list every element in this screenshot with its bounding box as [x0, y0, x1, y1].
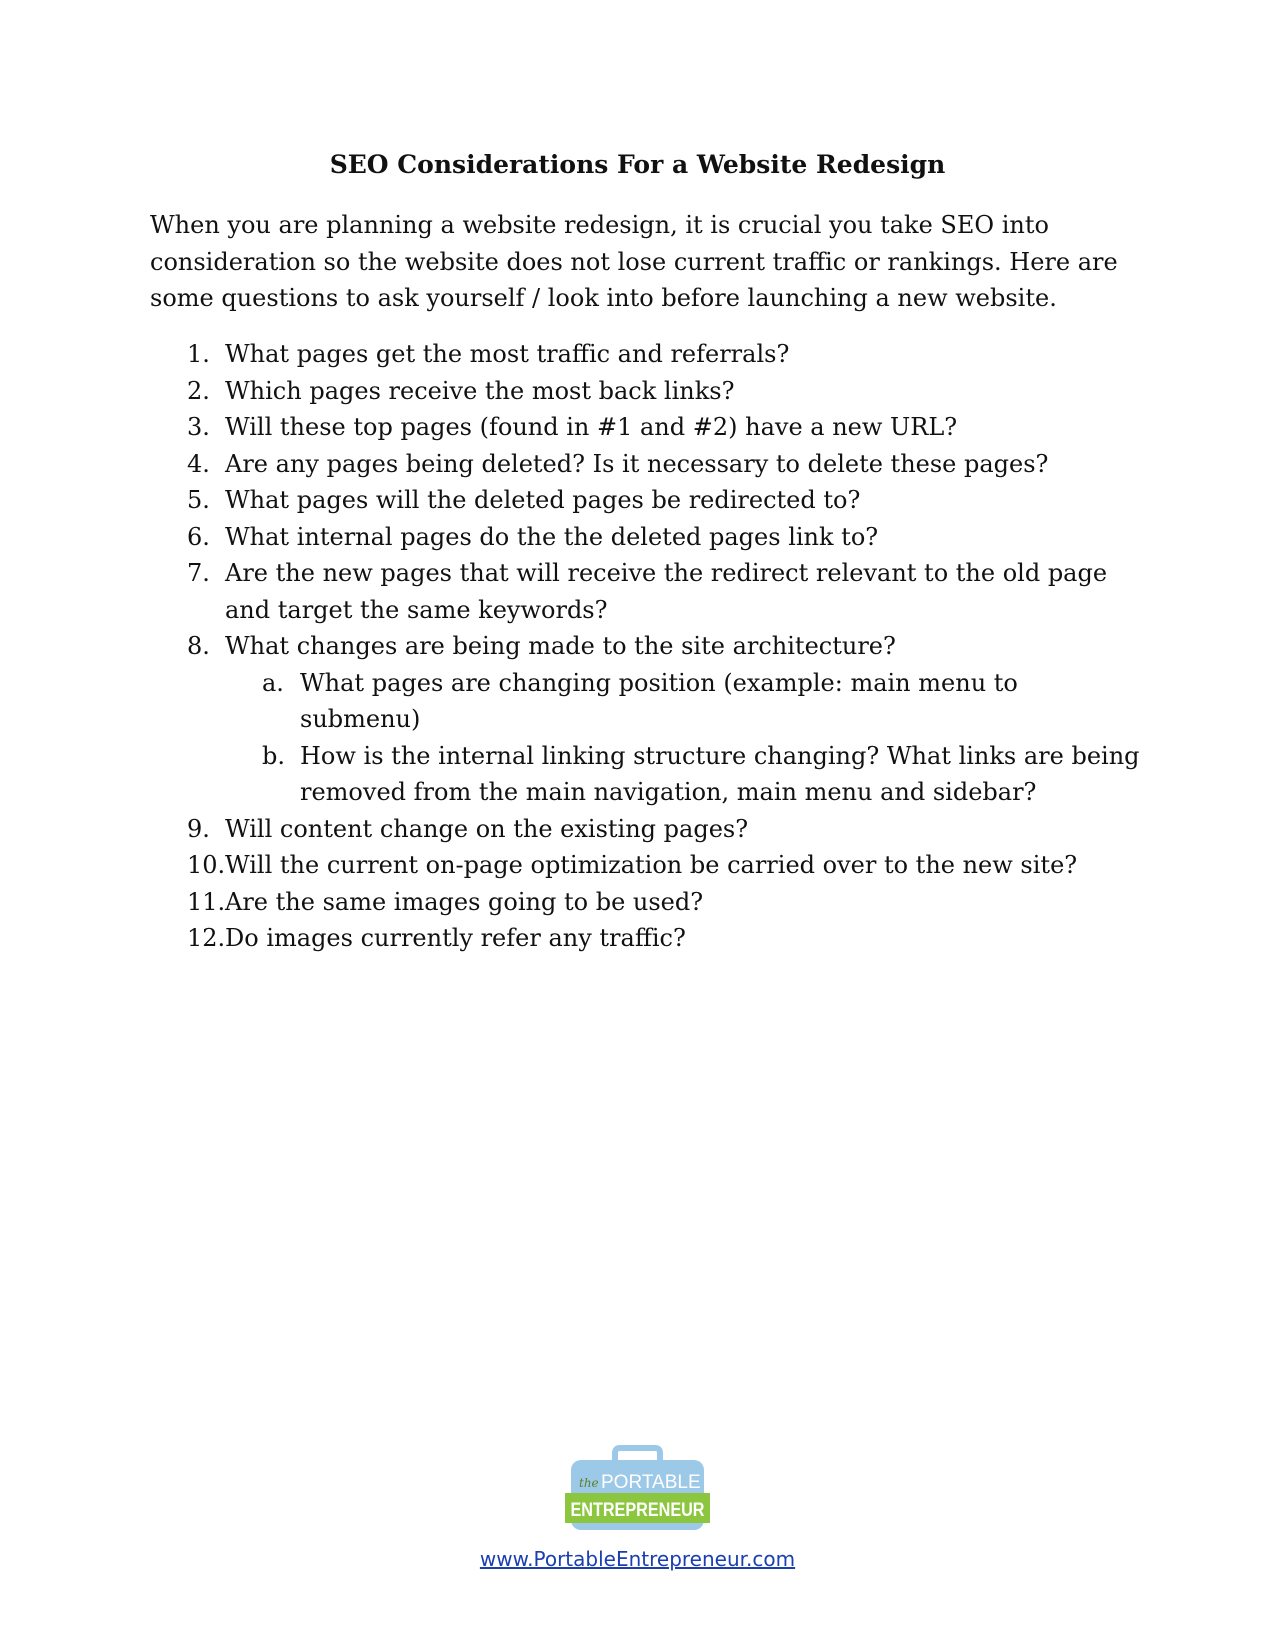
- list-item: [150, 920, 1140, 957]
- item-number: 8.: [187, 632, 210, 660]
- item-number: 3.: [187, 413, 210, 441]
- item-text: What changes are being made to the site architecture?: [225, 632, 896, 660]
- item-number: 4.: [187, 449, 210, 478]
- list-item: [150, 811, 1140, 848]
- item-text: Will content change on the existing pages?: [225, 814, 749, 843]
- portable-entrepreneur-logo: [565, 1447, 710, 1539]
- list-item: [150, 555, 1140, 628]
- sub-item-letter: a.: [262, 668, 284, 697]
- logo-top-word: PORTABLE: [601, 1472, 701, 1493]
- list-item: [150, 446, 1140, 483]
- list-item: [150, 884, 1140, 921]
- question-list: [150, 336, 1140, 957]
- item-text: Do images currently refer any traffic?: [225, 924, 686, 952]
- sub-list: [225, 665, 1140, 811]
- item-number: 10.: [187, 851, 226, 879]
- intro-paragraph: When you are planning a website redesign, it is crucial you take SEO into consideration so the website does not lose current traffic or rankings. Here are some questions to ask yourself / look into before launching a new website.: [150, 211, 1118, 312]
- item-text: Which pages receive the most back links?: [225, 376, 735, 405]
- sub-list-item: [225, 738, 1140, 811]
- list-item: [150, 409, 1140, 446]
- logo-bottom-word: ENTREPRENEUR: [570, 1500, 705, 1521]
- list-item: [150, 482, 1140, 519]
- item-text: Are the new pages that will receive the redirect relevant to the old page and target the same keywords?: [225, 559, 1108, 624]
- document-title: SEO Considerations For a Website Redesign: [329, 150, 946, 179]
- list-item: [150, 628, 1140, 811]
- item-number: 7.: [187, 559, 210, 587]
- sub-list-item: [225, 665, 1140, 738]
- list-item: [150, 519, 1140, 556]
- item-text: Are the same images going to be used?: [225, 887, 704, 916]
- list-item: [150, 847, 1140, 884]
- item-number: 5.: [187, 486, 210, 514]
- sub-item-text: What pages are changing position (example: main menu to submenu): [300, 668, 1018, 733]
- item-number: 9.: [187, 814, 210, 843]
- item-number: 2.: [187, 376, 210, 405]
- item-text: What pages will the deleted pages be redirected to?: [225, 486, 861, 514]
- item-number: 6.: [187, 522, 210, 551]
- item-text: Will these top pages (found in #1 and #2) have a new URL?: [225, 413, 958, 441]
- item-number: 1.: [187, 340, 210, 368]
- item-text: Are any pages being deleted? Is it necessary to delete these pages?: [225, 449, 1049, 478]
- item-number: 12.: [187, 924, 226, 952]
- item-number: 11.: [187, 887, 226, 916]
- website-link[interactable]: www.PortableEntrepreneur.com: [479, 1547, 796, 1571]
- logo-handle: [615, 1448, 660, 1461]
- logo-small-word: the: [579, 1476, 599, 1490]
- list-item: [150, 373, 1140, 410]
- sub-item-text: How is the internal linking structure changing? What links are being removed from the main navigation, main menu and sidebar?: [300, 741, 1140, 806]
- sub-item-letter: b.: [262, 741, 285, 770]
- list-item: [150, 336, 1140, 373]
- item-text: What pages get the most traffic and referrals?: [225, 340, 790, 368]
- item-text: What internal pages do the the deleted pages link to?: [225, 522, 879, 551]
- item-text: Will the current on-page optimization be carried over to the new site?: [225, 851, 1078, 879]
